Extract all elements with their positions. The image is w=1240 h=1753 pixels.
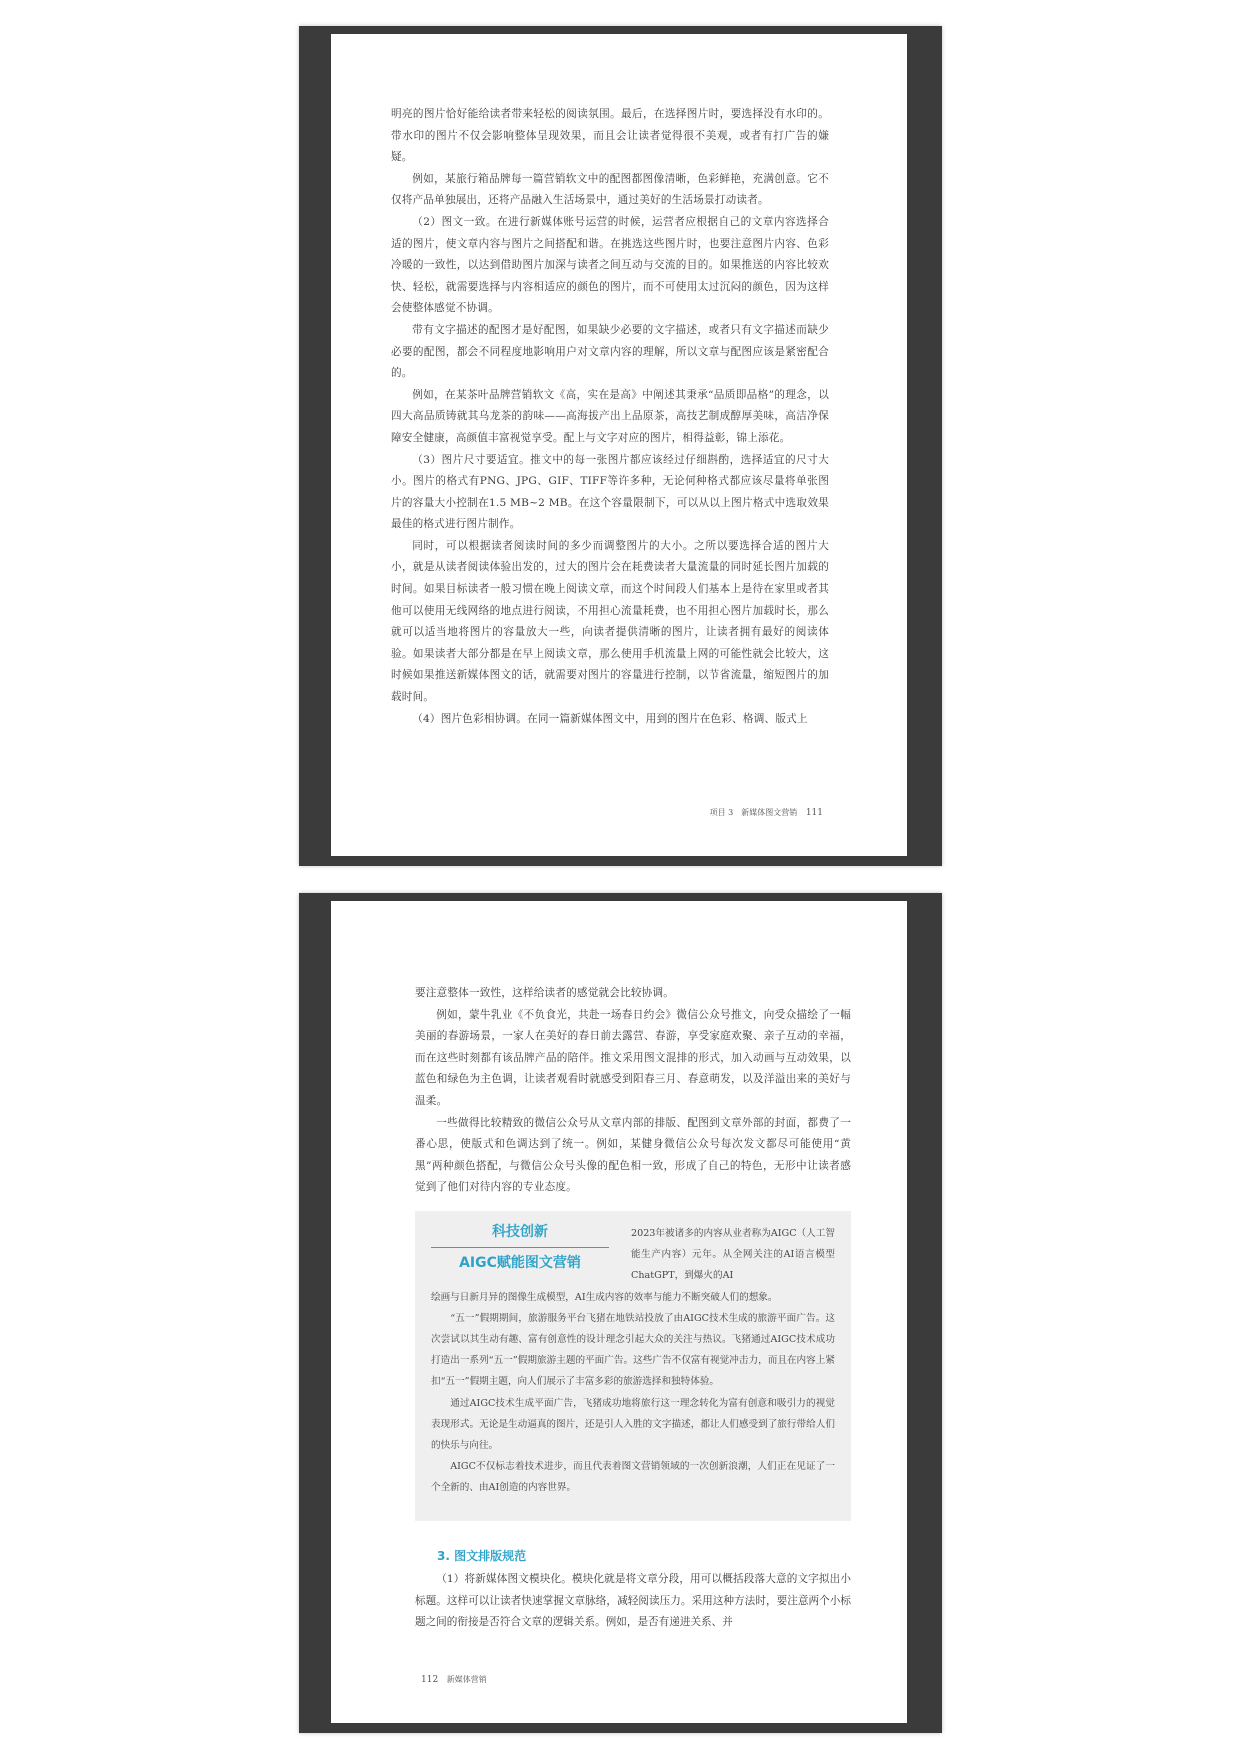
- paragraph: 带有文字描述的配图才是好配图，如果缺少必要的文字描述，或者只有文字描述而缺少必要的配图，都会不同程度地影响用户对文章内容的理解，所以文章与配图应该是紧密配合的。: [391, 323, 829, 380]
- sidebar-title-divider: [431, 1247, 609, 1248]
- sidebar-title-top: 科技创新: [492, 1224, 548, 1240]
- footer-section-title: 新媒体营销: [446, 1675, 487, 1684]
- paragraph: （2）图文一致。在进行新媒体账号运营的时候，运营者应根据自己的文章内容选择合适的图片，使文章内容与图片之间搭配和谐。在挑选这些图片时，也要注意图片内容、色彩冷暖的一致性，以达到借助图片加深与读者之间互动与交流的目的。如果推送的内容比较欢快、轻松，就需要选择与内容相适应的颜色的图片，而不可使用太过沉闷的颜色，因为这样会使整体感觉不协调。: [391, 215, 829, 315]
- paragraph: AIGC不仅标志着技术进步，而且代表着图文营销领域的一次创新浪潮，人们正在见证了一个全新的、由AI创造的内容世界。: [431, 1461, 835, 1494]
- paragraph: （3）图片尺寸要适宜。推文中的每一张图片都应该经过仔细斟酌，选择适宜的尺寸大小。图片的格式有PNG、JPG、GIF、TIFF等许多种，无论何种格式都应该尽量将单张图片的容量大小控制在1.5 MB~2 MB。在这个容量限制下，可以从以上图片格式中选取效果最佳的格式进行图片制作。: [391, 453, 829, 531]
- paragraph: “五一”假期期间，旅游服务平台飞猪在地铁站投放了由AIGC技术生成的旅游平面广告。这次尝试以其生动有趣、富有创意性的设计理念引起大众的关注与热议。飞猪通过AIGC技术成功打造出一系列“五一”假期旅游主题的平面广告。这些广告不仅富有视觉冲击力，而且在内容上紧扣“五一”假期主题，向人们展示了丰富多彩的旅游选择和独特体验。: [431, 1312, 835, 1388]
- paragraph: 例如，在某茶叶品牌营销软文《高，实在是高》中阐述其秉承“品质即品格”的理念，以四大高品质铸就其乌龙茶的韵味——高海拔产出上品原茶，高技艺制成醇厚美味，高洁净保障安全健康，高颜值丰富视觉享受。配上与文字对应的图片，相得益彰，锦上添花。: [391, 388, 829, 444]
- section-heading: 3. 图文排版规范: [437, 1549, 527, 1563]
- paragraph: （1）将新媒体图文模块化。模块化就是将文章分段，用可以概括段落大意的文字拟出小标题。这样可以让读者快速掌握文章脉络，减轻阅读压力。采用这种方法时，要注意两个小标题之间的衔接是否符合文章的逻辑关系。例如，是否有递进关系、并: [415, 1573, 851, 1629]
- footer-section-title: 项目 3 新媒体图文营销: [709, 808, 798, 817]
- page-112-body-after: [415, 1569, 851, 1634]
- sidebar-title: [431, 1219, 609, 1276]
- scanned-page-111: [299, 26, 942, 866]
- sidebar-lead: 2023年被诸多的内容从业者称为AIGC（人工智能生产内容）元年。从全网关注的AI语言模型ChatGPT，到爆火的AI: [631, 1228, 835, 1282]
- tech-innovation-sidebar: [415, 1211, 851, 1521]
- paragraph: 同时，可以根据读者阅读时间的多少而调整图片的大小。之所以要选择合适的图片大小，就是从读者阅读体验出发的，过大的图片会在耗费读者大量流量的同时延长图片加载的时间。如果目标读者一般习惯在晚上阅读文章，而这个时间段人们基本上是待在家里或者其他可以使用无线网络的地点进行阅读，不用担心流量耗费，也不用担心图片加载时长，那么就可以适当地将图片的容量放大一些，向读者提供清晰的图片，让读者拥有最好的阅读体验。如果读者大部分都是在早上阅读文章，那么使用手机流量上网的可能性就会比较大，这时候如果推送新媒体图文的话，就需要对图片的容量进行控制，以节省流量，缩短图片的加载时间。: [391, 539, 829, 704]
- paragraph: 一些做得比较精致的微信公众号从文章内部的排版、配图到文章外部的封面，都费了一番心思，使版式和色调达到了统一。例如，某健身微信公众号每次发文都尽可能使用“黄黑”两种颜色搭配，与微信公众号头像的配色相一致，形成了自己的特色，无形中让读者感觉到了他们对待内容的专业态度。: [415, 1116, 851, 1194]
- page-sheet: [331, 901, 907, 1723]
- paragraph: 通过AIGC技术生成平面广告，飞猪成功地将旅行这一理念转化为富有创意和吸引力的视觉表现形式。无论是生动逼真的图片，还是引人入胜的文字描述，都让人们感受到了旅行带给人们的快乐与向往。: [431, 1397, 835, 1452]
- paragraph: 例如，某旅行箱品牌每一篇营销软文中的配图都图像清晰，色彩鲜艳，充满创意。它不仅将产品单独展出，还将产品融入生活场景中，通过美好的生活场景打动读者。: [391, 172, 829, 207]
- scanned-page-112: [299, 893, 942, 1733]
- paragraph: 明亮的图片恰好能给读者带来轻松的阅读氛围。最后，在选择图片时，要选择没有水印的。带水印的图片不仅会影响整体呈现效果，而且会让读者觉得很不美观，或者有打广告的嫌疑。: [391, 108, 829, 164]
- page-number: 112: [421, 1675, 439, 1685]
- page-sheet: [331, 34, 907, 856]
- paragraph: 例如，蒙牛乳业《不负食光，共赴一场春日约会》微信公众号推文，向受众描绘了一幅美丽的春游场景，一家人在美好的春日前去露营、春游，享受家庭欢聚、亲子互动的幸福，而在这些时刻都有该品牌产品的陪伴。推文采用图文混排的形式，加入动画与互动效果，以蓝色和绿色为主色调，让读者观看时就感受到阳春三月、春意萌发，以及洋溢出来的美好与温柔。: [415, 1008, 851, 1107]
- paragraph: 绘画与日新月异的图像生成模型，AI生成内容的效率与能力不断突破人们的想象。: [431, 1291, 778, 1303]
- paragraph: 要注意整体一致性，这样给读者的感觉就会比较协调。: [415, 987, 675, 999]
- page-number: 111: [805, 808, 823, 818]
- page-112-body: [415, 983, 851, 1199]
- page-111-body: [391, 104, 829, 730]
- page-footer: [710, 807, 829, 818]
- page-footer: [415, 1674, 487, 1685]
- sidebar-title-bottom: AIGC赋能图文营销: [459, 1255, 581, 1271]
- paragraph: （4）图片色彩相协调。在同一篇新媒体图文中，用到的图片在色彩、格调、版式上: [412, 712, 808, 725]
